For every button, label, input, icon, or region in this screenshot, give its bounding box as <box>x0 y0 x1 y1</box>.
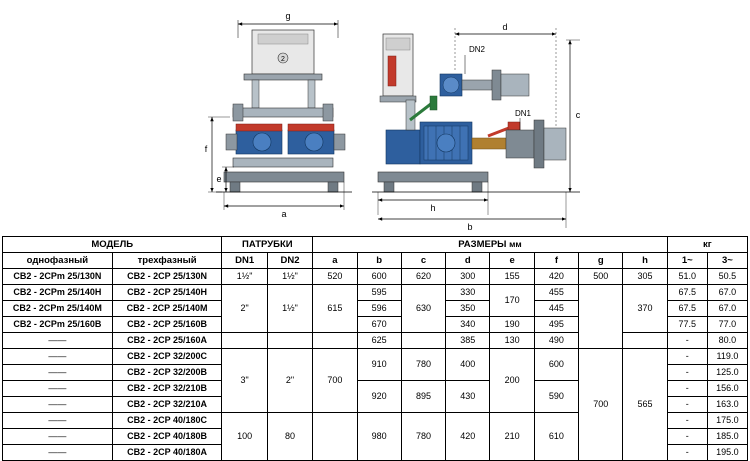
cell-f: 445 <box>534 301 578 317</box>
svg-text:g: g <box>285 11 291 21</box>
header-dim-e: e <box>490 253 534 269</box>
cell-g: 700 <box>579 349 623 461</box>
header-model-three: трехфазный <box>112 253 222 269</box>
cell-b: 596 <box>357 301 401 317</box>
header-dim-f: f <box>534 253 578 269</box>
svg-text:a: a <box>281 209 287 219</box>
cell-w1: 51.0 <box>667 269 707 285</box>
cell-w1: - <box>667 333 707 349</box>
cell-c: 630 <box>401 285 445 333</box>
header-dim-d: d <box>446 253 490 269</box>
cell-w1: - <box>667 445 707 461</box>
cell-d: 430 <box>446 381 490 413</box>
header-dim-c: c <box>401 253 445 269</box>
model-three: CB2 - 2CP 40/180A <box>112 445 222 461</box>
cell-e: 210 <box>490 413 534 461</box>
cell-b: 595 <box>357 285 401 301</box>
header-dim-h: h <box>623 253 667 269</box>
cell-w3: 50.5 <box>707 269 747 285</box>
model-single: CB2 - 2CPm 25/140H <box>3 285 113 301</box>
model-three: CB2 - 2CP 25/160A <box>112 333 222 349</box>
cell-d: 350 <box>446 301 490 317</box>
cell-e: 130 <box>490 333 534 349</box>
header-weight-1ph: 1~ <box>667 253 707 269</box>
model-single-empty: —— <box>3 381 113 397</box>
cell-a <box>313 413 357 461</box>
cell-w1: - <box>667 365 707 381</box>
cell-w1: - <box>667 397 707 413</box>
cell-f: 600 <box>534 349 578 381</box>
svg-text:d: d <box>502 22 508 32</box>
header-weight: кг <box>667 237 747 253</box>
cell-dn1: 100 <box>222 413 267 461</box>
model-single: CB2 - 2CPm 25/160B <box>3 317 113 333</box>
cell-d: 400 <box>446 349 490 381</box>
cell-dn2: 2" <box>267 349 312 413</box>
cell-w1: 77.5 <box>667 317 707 333</box>
model-single: CB2 - 2CPm 25/130N <box>3 269 113 285</box>
model-three: CB2 - 2CP 32/210B <box>112 381 222 397</box>
cell-e: 190 <box>490 317 534 333</box>
cell-b: 670 <box>357 317 401 333</box>
cell-w3: 125.0 <box>707 365 747 381</box>
cell-a: 520 <box>313 269 357 285</box>
svg-text:f: f <box>204 144 208 154</box>
model-three: CB2 - 2CP 25/160B <box>112 317 222 333</box>
cell-d: 340 <box>446 317 490 333</box>
header-dn1: DN1 <box>222 253 267 269</box>
model-single-empty: —— <box>3 333 113 349</box>
cell-dn1: 3" <box>222 349 267 413</box>
cell-f: 455 <box>534 285 578 301</box>
cell-w3: 77.0 <box>707 317 747 333</box>
cell-c: 780 <box>401 413 445 461</box>
model-single-empty: —— <box>3 413 113 429</box>
cell-dn1: 1½" <box>222 269 267 285</box>
cell-f: 590 <box>534 381 578 413</box>
model-three: CB2 - 2CP 40/180C <box>112 413 222 429</box>
header-dim-b: b <box>357 253 401 269</box>
header-sizes: РАЗМЕРЫ мм <box>313 237 668 253</box>
dn1-callout: DN1 <box>514 109 532 118</box>
table-row <box>3 269 748 285</box>
cell-w3: 67.0 <box>707 285 747 301</box>
header-model: МОДЕЛЬ <box>3 237 222 253</box>
cell-f: 610 <box>534 413 578 461</box>
table-row <box>3 333 748 349</box>
specification-table-wrapper <box>2 236 748 461</box>
cell-d: 330 <box>446 285 490 301</box>
cell-h: 370 <box>623 285 667 333</box>
svg-text:c: c <box>575 110 581 120</box>
cell-c: 620 <box>401 269 445 285</box>
cell-dn1: 2" <box>222 285 267 333</box>
model-single-empty: —— <box>3 365 113 381</box>
cell-a: 700 <box>313 349 357 413</box>
svg-text:b: b <box>467 222 473 232</box>
cell-w3: 163.0 <box>707 397 747 413</box>
cell-a: 615 <box>313 285 357 333</box>
model-single-empty: —— <box>3 349 113 365</box>
cell-a <box>313 333 357 349</box>
table-row <box>3 285 748 301</box>
model-single-empty: —— <box>3 445 113 461</box>
svg-text:e: e <box>216 174 222 184</box>
cell-b: 910 <box>357 349 401 381</box>
model-three: CB2 - 2CP 32/200C <box>112 349 222 365</box>
cell-d: 300 <box>446 269 490 285</box>
cell-dn2: 1½" <box>267 269 312 285</box>
cell-dn2: 80 <box>267 413 312 461</box>
cell-w3: 195.0 <box>707 445 747 461</box>
cell-f: 495 <box>534 317 578 333</box>
cell-w1: - <box>667 429 707 445</box>
table-row <box>3 349 748 365</box>
model-three: CB2 - 2CP 32/210A <box>112 397 222 413</box>
cell-f: 490 <box>534 333 578 349</box>
svg-text:h: h <box>430 203 436 213</box>
model-three: CB2 - 2CP 25/140H <box>112 285 222 301</box>
cell-b: 980 <box>357 413 401 461</box>
model-three: CB2 - 2CP 40/180B <box>112 429 222 445</box>
cell-c: 895 <box>401 381 445 413</box>
pump-number-label: 2 <box>281 56 285 63</box>
header-dn2: DN2 <box>267 253 312 269</box>
cell-b: 600 <box>357 269 401 285</box>
header-dim-g: g <box>579 253 623 269</box>
cell-dn2: 1½" <box>267 285 312 333</box>
model-three: CB2 - 2CP 25/140M <box>112 301 222 317</box>
cell-dn1 <box>222 333 267 349</box>
cell-w1: 67.5 <box>667 301 707 317</box>
cell-g <box>579 285 623 349</box>
model-single-empty: —— <box>3 429 113 445</box>
header-model-single: однофазный <box>3 253 113 269</box>
cell-c: 780 <box>401 349 445 381</box>
header-ports: ПАТРУБКИ <box>222 237 313 253</box>
cell-g: 500 <box>579 269 623 285</box>
cell-w3: 119.0 <box>707 349 747 365</box>
cell-b: 625 <box>357 333 401 349</box>
header-dim-a: a <box>313 253 357 269</box>
dn2-callout: DN2 <box>468 45 486 54</box>
cell-w1: - <box>667 381 707 397</box>
cell-w1: - <box>667 349 707 365</box>
side-view <box>372 22 581 232</box>
cell-b: 920 <box>357 381 401 413</box>
header-weight-3ph: 3~ <box>707 253 747 269</box>
cell-dn2 <box>267 333 312 349</box>
cell-f: 420 <box>534 269 578 285</box>
model-three: CB2 - 2CP 32/200B <box>112 365 222 381</box>
cell-w3: 185.0 <box>707 429 747 445</box>
cell-h <box>623 333 667 349</box>
specification-table <box>2 236 748 461</box>
cell-h: 305 <box>623 269 667 285</box>
model-single: CB2 - 2CPm 25/140M <box>3 301 113 317</box>
cell-d: 420 <box>446 413 490 461</box>
cell-w1: - <box>667 413 707 429</box>
cell-w3: 67.0 <box>707 301 747 317</box>
cell-w3: 175.0 <box>707 413 747 429</box>
cell-d: 385 <box>446 333 490 349</box>
cell-w3: 80.0 <box>707 333 747 349</box>
model-three: CB2 - 2CP 25/130N <box>112 269 222 285</box>
cell-h: 565 <box>623 349 667 461</box>
cell-w3: 156.0 <box>707 381 747 397</box>
cell-w1: 67.5 <box>667 285 707 301</box>
front-view <box>205 11 352 219</box>
cell-e: 170 <box>490 285 534 317</box>
cell-c <box>401 333 445 349</box>
cell-e: 200 <box>490 349 534 413</box>
model-single-empty: —— <box>3 397 113 413</box>
cell-e: 155 <box>490 269 534 285</box>
